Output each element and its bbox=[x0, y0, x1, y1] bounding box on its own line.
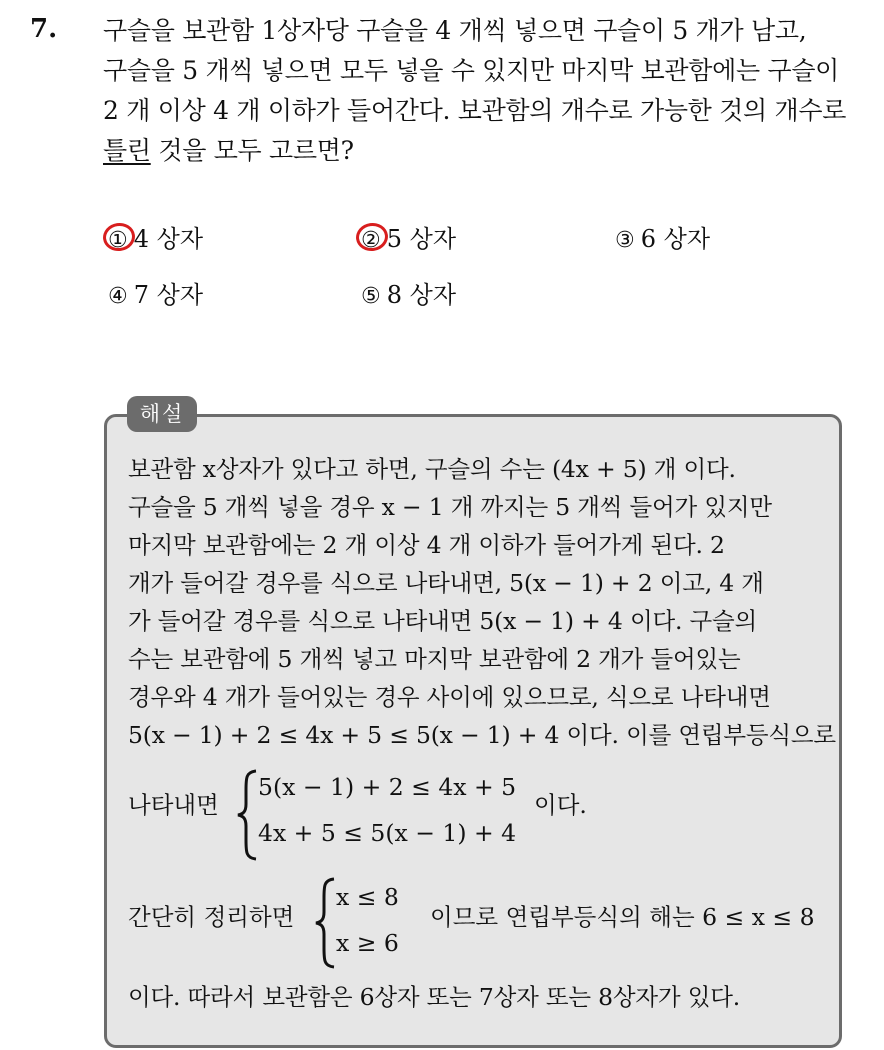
choice-1-label: 4 상자 bbox=[133, 225, 204, 253]
choice-5-label: 8 상자 bbox=[386, 281, 457, 309]
solution-line-7: 경우와 4 개가 들어있는 경우 사이에 있으므로, 식으로 나타내면 bbox=[128, 683, 771, 711]
system2-prefix: 간단히 정리하면 bbox=[128, 903, 295, 931]
question-line-1: 구슬을 보관함 1상자당 구슬을 4 개씩 넣으면 구슬이 5 개가 남고, bbox=[103, 16, 807, 45]
choice-2-label: 5 상자 bbox=[386, 225, 457, 253]
question-line-2: 구슬을 5 개씩 넣으면 모두 넣을 수 있지만 마지막 보관함에는 구슬이 bbox=[103, 56, 840, 85]
choice-3[interactable] bbox=[615, 224, 710, 256]
solution-tag: 해설 bbox=[127, 396, 197, 432]
system2-row2: x ≥ 6 bbox=[336, 929, 399, 957]
choice-2-mark: ② bbox=[361, 228, 381, 253]
system1-row2: 4x + 5 ≤ 5(x − 1) + 4 bbox=[258, 819, 517, 847]
solution-line-8: 5(x − 1) + 2 ≤ 4x + 5 ≤ 5(x − 1) + 4 이다. 이를 연립부등식으로 bbox=[128, 721, 836, 749]
choice-3-mark: ③ bbox=[615, 228, 635, 253]
system1-prefix: 나타내면 bbox=[128, 791, 219, 819]
system1-row1: 5(x − 1) + 2 ≤ 4x + 5 bbox=[258, 773, 517, 801]
choice-4-label: 7 상자 bbox=[133, 281, 204, 309]
system1-suffix: 이다. bbox=[534, 791, 587, 819]
solution-line-6: 수는 보관함에 5 개씩 넣고 마지막 보관함에 2 개가 들어있는 bbox=[128, 645, 741, 673]
solution-line-1: 보관함 x상자가 있다고 하면, 구슬의 수는 (4x + 5) 개 이다. bbox=[128, 455, 736, 483]
question-line-4-text: 것을 모두 고르면? bbox=[150, 136, 354, 165]
choice-4[interactable] bbox=[108, 280, 203, 312]
underlined-word: 틀린 bbox=[103, 136, 151, 165]
question-number: 7. bbox=[30, 14, 58, 44]
system2-row1: x ≤ 8 bbox=[336, 883, 399, 911]
choice-5[interactable] bbox=[361, 280, 456, 312]
question-line-3: 2 개 이상 4 개 이하가 들어간다. 보관함의 개수로 가능한 것의 개수로 bbox=[103, 96, 847, 125]
system2-suffix: 이므로 연립부등식의 해는 6 ≤ x ≤ 8 bbox=[430, 903, 815, 931]
solution-line-3: 마지막 보관함에는 2 개 이상 4 개 이하가 들어가게 된다. 2 bbox=[128, 531, 725, 559]
solution-line-5: 가 들어갈 경우를 식으로 나타내면 5(x − 1) + 4 이다. 구슬의 bbox=[128, 607, 757, 635]
solution-line-4: 개가 들어갈 경우를 식으로 나타내면, 5(x − 1) + 2 이고, 4 개 bbox=[128, 569, 764, 597]
choice-5-mark: ⑤ bbox=[361, 284, 381, 309]
choice-3-label: 6 상자 bbox=[640, 225, 711, 253]
solution-line-2: 구슬을 5 개씩 넣을 경우 x − 1 개 까지는 5 개씩 들어가 있지만 bbox=[128, 493, 772, 521]
choice-1-mark: ① bbox=[108, 228, 128, 253]
choice-4-mark: ④ bbox=[108, 284, 128, 309]
question-line-4 bbox=[103, 136, 354, 166]
solution-final-line: 이다. 따라서 보관함은 6상자 또는 7상자 또는 8상자가 있다. bbox=[128, 983, 740, 1011]
